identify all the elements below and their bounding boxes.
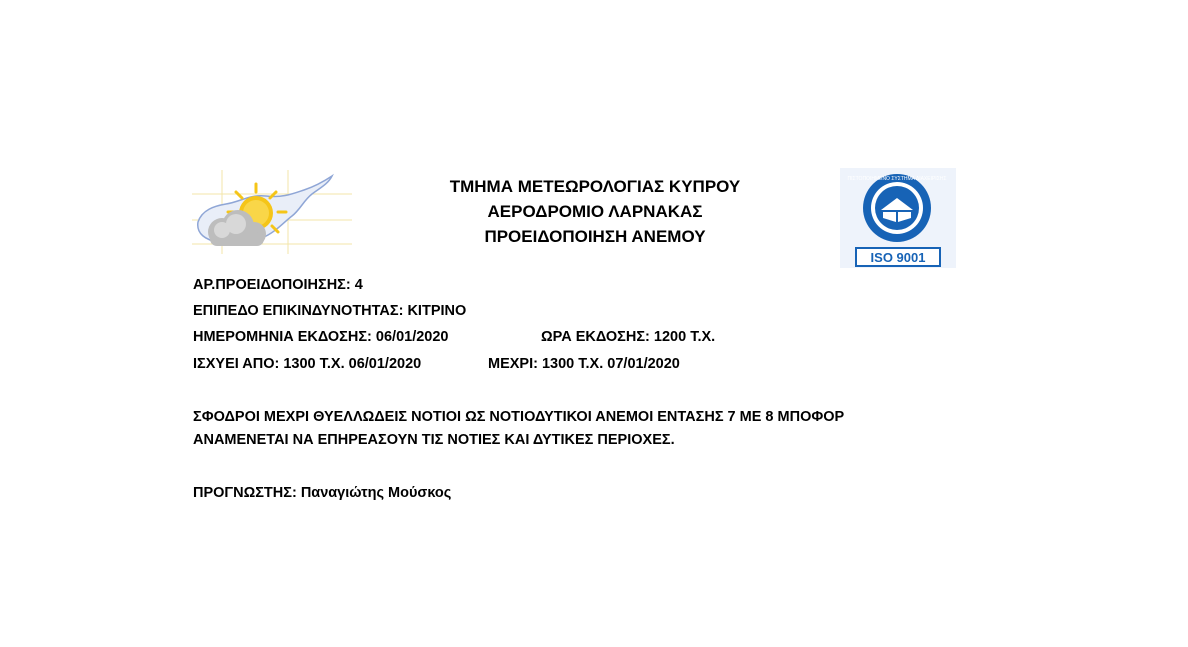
issue-time: ΩΡΑ ΕΚΔΟΣΗΣ: 1200 Τ.Χ. xyxy=(541,329,716,345)
validity-row xyxy=(193,356,680,372)
airport-name: ΑΕΡΟΔΡΟΜΙΟ ΛΑΡΝΑΚΑΣ xyxy=(487,202,703,221)
cyprus-weather-icon xyxy=(192,170,352,254)
warning-message-line-2: ΑΝΑΜΕΝΕΤΑΙ ΝΑ ΕΠΗΡΕΑΣΟΥΝ ΤΙΣ ΝΟΤΙΕΣ ΚΑΙ ΔΥΤΙΚΕΣ ΠΕΡΙΟΧΕΣ. xyxy=(193,432,675,448)
iso-ring-text: ΠΙΣΤΟΠΟΙΗΜΕΝΟ ΣΥΣΤΗΜΑ ΔΙΑΧΕΙΡΙΣΗΣ xyxy=(847,176,947,182)
danger-level: ΕΠΙΠΕΔΟ ΕΠΙΚΙΝΔΥΝΟΤΗΤΑΣ: ΚΙΤΡΙΝΟ xyxy=(193,303,467,319)
valid-until: ΜΕΧΡΙ: 1300 Τ.Χ. 07/01/2020 xyxy=(488,356,680,372)
issue-date: ΗΜΕΡΟΜΗΝΙΑ ΕΚΔΟΣΗΣ: 06/01/2020 xyxy=(193,329,449,345)
document-title: ΠΡΟΕΙΔΟΠΟΙΗΣΗ ΑΝΕΜΟΥ xyxy=(484,227,706,246)
warning-message-line-1: ΣΦΟΔΡΟΙ ΜΕΧΡΙ ΘΥΕΛΛΩΔΕΙΣ ΝΟΤΙΟΙ ΩΣ ΝΟΤΙΟΔΥΤΙΚΟΙ ΑΝΕΜΟΙ ΕΝΤΑΣΗΣ 7 ΜΕ 8 ΜΠΟΦΟΡ xyxy=(193,409,845,425)
department-name: ΤΜΗΜΑ ΜΕΤΕΩΡΟΛΟΓΙΑΣ ΚΥΠΡΟΥ xyxy=(449,177,741,196)
iso-9001-icon xyxy=(840,168,956,268)
iso-label: ISO 9001 xyxy=(870,250,926,265)
department-logo xyxy=(192,170,352,254)
valid-from: ΙΣΧΥΕΙ ΑΠΟ: 1300 Τ.Χ. 06/01/2020 xyxy=(193,356,422,372)
warning-number: ΑΡ.ΠΡΟΕΙΔΟΠΟΙΗΣΗΣ: 4 xyxy=(193,277,363,293)
document-header xyxy=(360,174,830,249)
issue-info-row xyxy=(193,329,716,345)
iso-certification-logo xyxy=(840,168,956,268)
forecaster-name: ΠΡΟΓΝΩΣΤΗΣ: Παναγιώτης Μούσκος xyxy=(193,485,452,501)
